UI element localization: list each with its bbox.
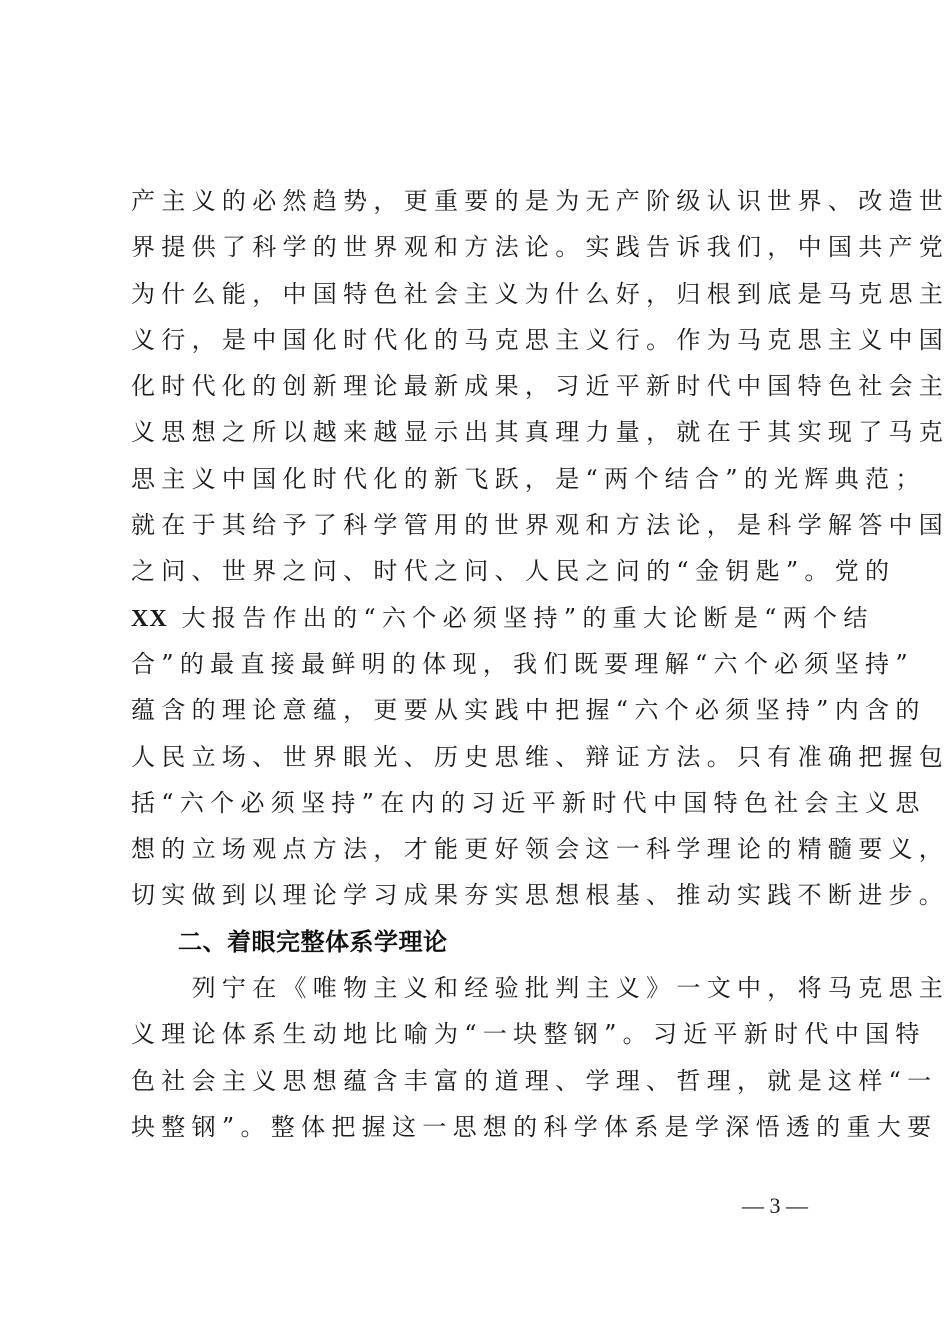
text-line: 义理论体系生动地比喻为“一块整钢”。习近平新时代中国特 [131, 1020, 926, 1049]
section-heading: 二、着眼完整体系学理论 [178, 928, 448, 956]
text-line: 为什么能，中国特色社会主义为什么好，归根到底是马克思主 [131, 279, 950, 308]
text-line: 就在于其给予了科学管用的世界观和方法论，是科学解答中国 [131, 511, 950, 540]
text-line: 义思想之所以越来越显示出其真理力量，就在于其实现了马克 [131, 418, 950, 447]
text-line: 块整钢”。整体把握这一思想的科学体系是学深悟透的重大要 [131, 1112, 938, 1141]
text-line: 列宁在《唯物主义和经验批判主义》一文中，将马克思主 [131, 974, 950, 1002]
text-line: 切实做到以理论学习成果夯实思想根基、推动实践不断进步。 [131, 881, 950, 910]
text-line: 色社会主义思想蕴含丰富的道理、学理、哲理，就是这样“一 [131, 1066, 938, 1095]
text-line [131, 595, 874, 641]
text-line: 人民立场、世界眼光、历史思维、辩证方法。只有准确把握包 [131, 742, 950, 771]
text-line-prefix: XX [131, 605, 168, 632]
text-line: 产主义的必然趋势，更重要的是为无产阶级认识世界、改造世 [131, 187, 950, 215]
text-line: 化时代化的创新理论最新成果，习近平新时代中国特色社会主 [131, 372, 950, 401]
text-line: 合”的最直接最鲜明的体现，我们既要理解“六个必须坚持” [131, 649, 914, 678]
body-paragraph [131, 178, 950, 919]
text-line: 之问、世界之问、时代之问、人民之问的“金钥匙”。党的 [131, 557, 896, 586]
page-number: — 3 — [742, 1193, 808, 1218]
body-paragraph [131, 965, 950, 1150]
text-line: 思主义中国化时代化的新飞跃，是“两个结合”的光辉典范； [131, 464, 926, 493]
text-line: 蕴含的理论意蕴，更要从实践中把握“六个必须坚持”内含的 [131, 696, 926, 725]
text-line: 义行，是中国化时代化的马克思主义行。作为马克思主义中国 [131, 325, 950, 354]
text-line: 括“六个必须坚持”在内的习近平新时代中国特色社会主义思 [131, 788, 926, 817]
text-line: 想的立场观点方法，才能更好领会这一科学理论的精髓要义， [131, 835, 950, 864]
text-line-rest: 大报告作出的“六个必须坚持”的重大论断是“两个结 [181, 603, 874, 632]
text-line: 界提供了科学的世界观和方法论。实践告诉我们，中国共产党 [131, 233, 950, 262]
